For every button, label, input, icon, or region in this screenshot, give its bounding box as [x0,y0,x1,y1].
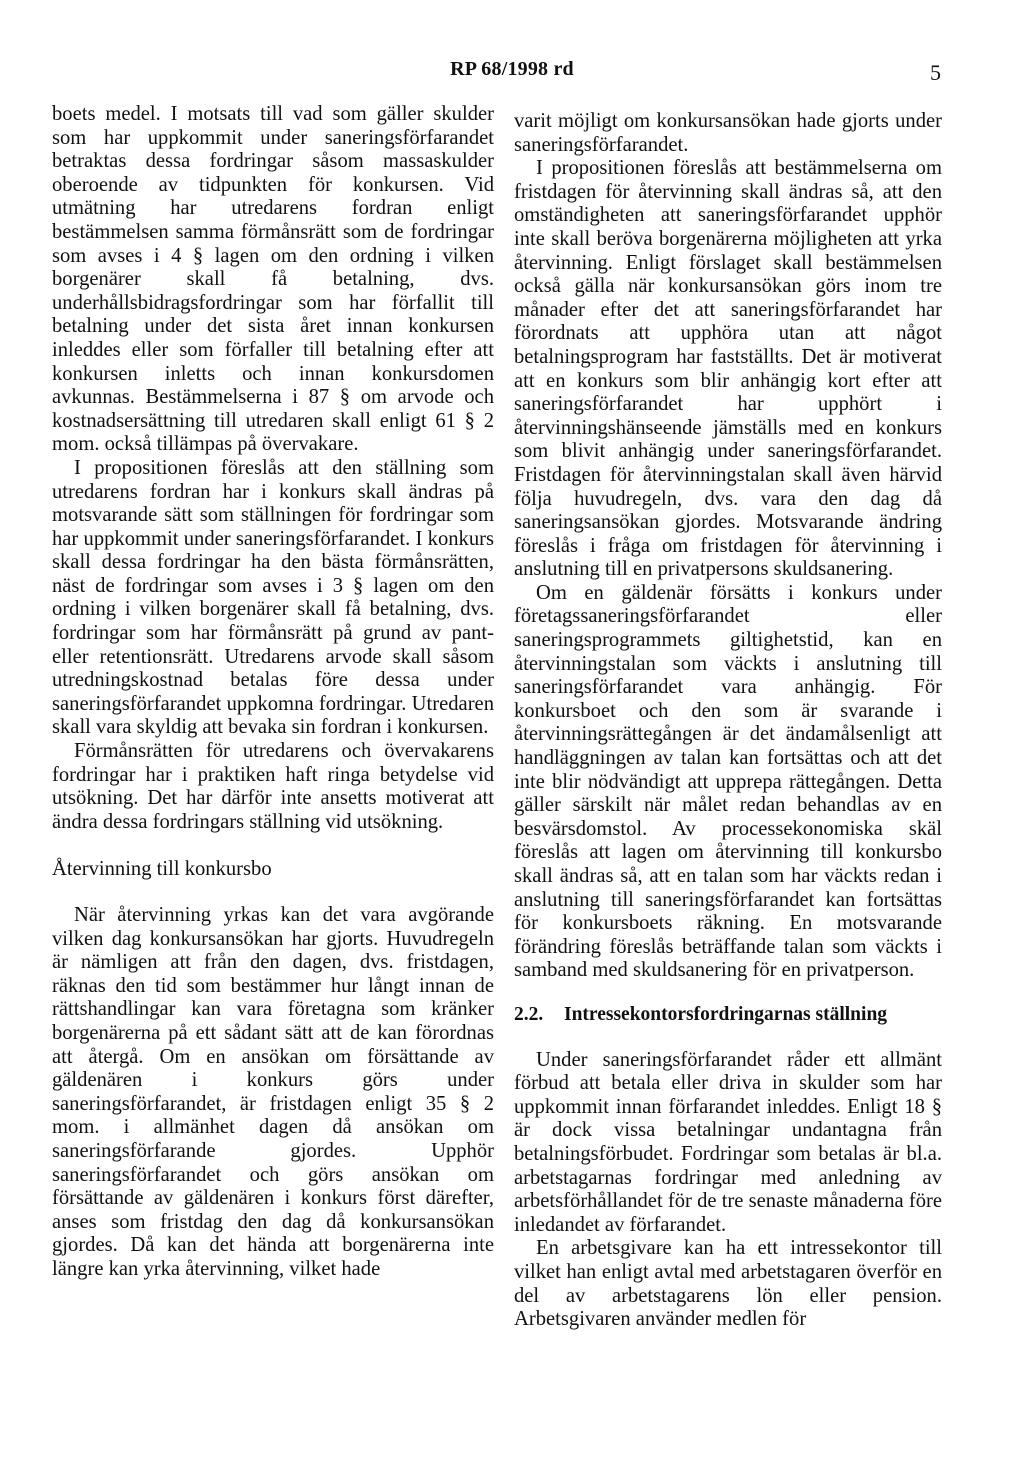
paragraph: varit möjligt om konkursansökan hade gjorts under saneringsförfarandet. [514,110,942,156]
paragraph: Om en gäldenär försätts i konkurs under företagssaneringsförfarandet eller saneringsprogrammets giltighetstid, kan en återvinningstalan som väckts i anslutning till saneringsförfarandet vara anhängig. För konkursboet och den som är svarande i återvinningsrättegången är det ändamålsenligt att handläggningen av talan kan fortsättas och att det inte blir nödvändigt att upprepa rättegången. Detta gäller särskilt när målet redan behandlas av en besvärsdomstol. Av processekonomiska skäl föreslås att lagen om återvinning till konkursbo skall ändras så, att en talan som har väckts redan i anslutning till saneringsförfarandet kan fortsättas för konkursboets räkning. En motsvarande förändring föreslås beträffande talan som väckts i samband med skuldsanering för en privatperson. [514,581,942,982]
section-heading [514,1003,942,1027]
paragraph: Förmånsrätten för utredarens och övervakarens fordringar har i praktiken haft ringa betydelse vid utsökning. Det har därför inte ansetts motiverat att ändra dessa fordringars ställning vid utsökning. [52,740,494,833]
subheading: Återvinning till konkursbo [52,858,272,881]
right-column [514,110,942,1332]
section-number: 2.2. [514,1003,544,1025]
left-column [52,103,494,1282]
section-title: Intressekontorsfordringarnas ställning [564,1003,888,1025]
paragraph: En arbetsgivare kan ha ett intressekontor till vilket han enligt avtal med arbetstagaren överför en del av arbetstagarens lön eller pension. Arbetsgivaren använder medlen för [514,1237,942,1331]
paragraph: I propositionen föreslås att bestämmelserna om fristdagen för återvinning skall ändras så, att den omständigheten att saneringsförfarandet upphör inte skall beröva borgenärerna möjligheten att yrka återvinning. Enligt förslaget skall bestämmelsen också gälla när konkursansökan görs inom tre månader efter det att saneringsförfarandet har förordnats att upphöra utan att något betalningsprogram har fastställts. Det är motiverat att en konkurs som blir anhängig kort efter att saneringsförfarandet har upphört i återvinningshänseende jämställs med en konkurs som blivit anhängig under saneringsförfarandet. Fristdagen för återvinningstalan skall även härvid följa huvudregeln, dvs. vara den dag då saneringsansökan gjordes. Motsvarande ändring föreslås i fråga om fristdagen för återvinning i anslutning till en privatpersons skuldsanering. [514,157,942,581]
page-header [0,58,1024,88]
paragraph: Under saneringsförfarandet råder ett allmänt förbud att betala eller driva in skulder som har uppkommit innan förfarandet inleddes. Enligt 18 § är dock vissa betalningar undantagna från betalningsförbudet. Fordringar som betalas är bl.a. arbetstagarnas fordringar med anledning av arbetsförhållandet för de tre senaste månaderna före inledandet av förfarandet. [514,1048,942,1236]
paragraph: boets medel. I motsats till vad som gäller skulder som har uppkommit under saneringsförfarandet betraktas dessa fordringar såsom massaskulder oberoende av tidpunkten för konkursen. Vid utmätning har utredarens fordran enligt bestämmelsen samma förmånsrätt som de fordringar som avses i 4 § lagen om den ordning i vilken borgenärer skall få betalning, dvs. underhållsbidragsfordringar som har förfallit till betalning under det sista året innan konkursen inleddes eller som förfaller till betalning efter att konkursen inletts och innan konkursdomen avkunnas. Bestämmelserna i 87 § om arvode och kostnadsersättning till utredaren skall enligt 61 § 2 mom. också tillämpas på övervakare. [52,103,494,456]
document-reference: RP 68/1998 rd [450,58,574,80]
paragraph: I propositionen föreslås att den ställning som utredarens fordran har i konkurs skall ändras på motsvarande sätt som ställningen för fordringar som har uppkommit under saneringsförfarandet. I konkurs skall dessa fordringar ha den bästa förmånsrätten, näst de fordringar som avses i 3 § lagen om den ordning i vilken borgenärer skall få betalning, dvs. fordringar som har förmånsrätt på grund av pant- eller retentionsrätt. Utredarens arvode skall såsom utredningskostnad betalas före dessa under saneringsförfarandet uppkomna fordringar. Utredaren skall vara skyldig att bevaka sin fordran i konkursen. [52,456,494,739]
paragraph: När återvinning yrkas kan det vara avgörande vilken dag konkursansökan har gjorts. Huvudregeln är nämligen att från den dagen, dvs. fristdagen, räknas den tid som bestämmer hur långt innan de rättshandlingar kan vara företagna som kränker borgenärerna på ett sådant sätt att de kan förordnas att återgå. Om en ansökan om försättande av gäldenären i konkurs görs under saneringsförfarandet, är fristdagen enligt 35 § 2 mom. i allmänhet dagen då ansökan om saneringsförfarande gjordes. Upphör saneringsförfarandet och görs ansökan om försättande av gäldenären i konkurs först därefter, anses som fristdag den dag då konkursansökan gjordes. Då kan det hända att borgenärerna inte längre kan yrka återvinning, vilket hade [52,904,494,1280]
page-number: 5 [930,60,941,85]
